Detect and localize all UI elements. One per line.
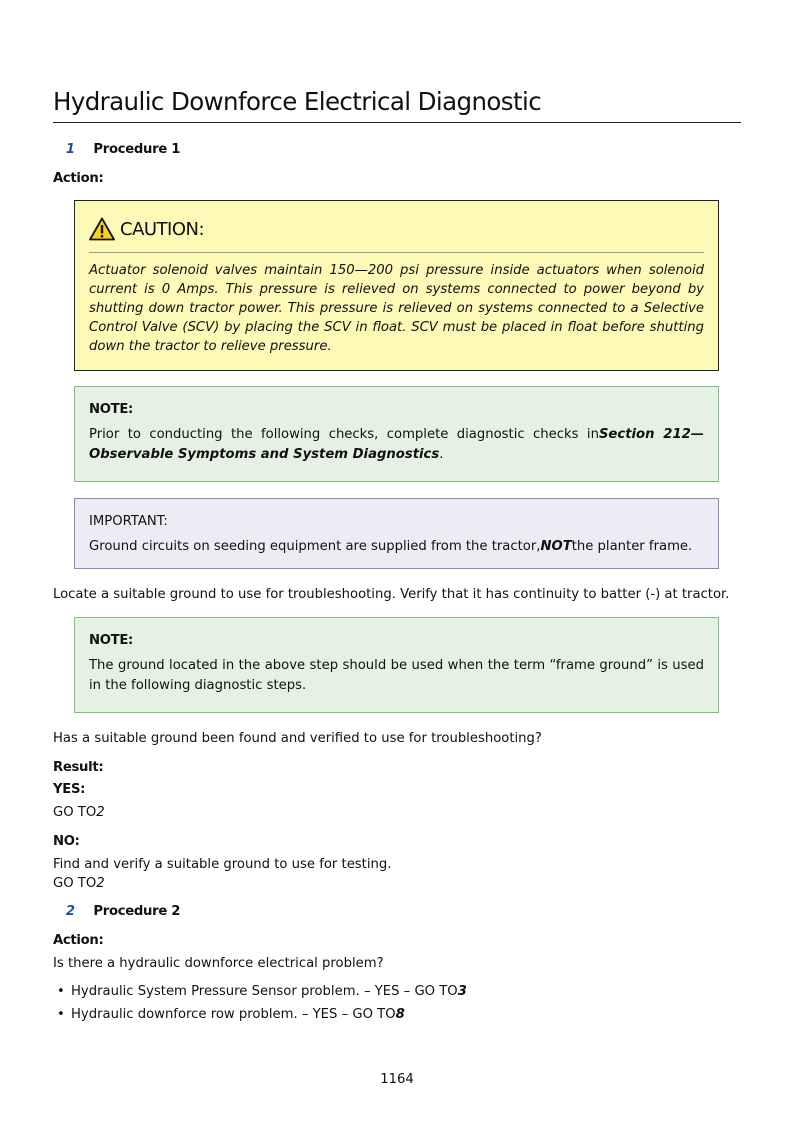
procedure-2-heading (53, 902, 180, 921)
note-2-body: The ground located in the above step should be used when the term “frame ground” is used in the following diagnostic steps. (89, 658, 704, 693)
yes-label: YES: (53, 782, 86, 797)
important-emphasis: NOT (540, 539, 572, 554)
caution-box (74, 200, 719, 371)
important-box (74, 498, 719, 569)
page-number: 1164 (380, 1072, 414, 1087)
yes-goto-target-link[interactable]: 2 (96, 805, 105, 820)
no-goto-target-link[interactable]: 2 (96, 876, 105, 891)
procedure-2-question: Is there a hydraulic downforce electrical problem? (53, 956, 384, 971)
procedure-2-label: Procedure 2 (93, 904, 181, 919)
goto-target-link[interactable]: 8 (395, 1007, 405, 1022)
option-text: Hydraulic System Pressure Sensor problem. – YES – GO TO (71, 984, 458, 999)
section-212-reference: Section 212—Observable Symptoms and System Diagnostics (89, 427, 704, 462)
page-title: Hydraulic Downforce Electrical Diagnostic (53, 86, 741, 123)
important-body (89, 537, 704, 556)
list-item[interactable] (53, 1005, 741, 1024)
no-text: Find and verify a suitable ground to use for testing. (53, 857, 392, 872)
procedure-1-heading (53, 140, 180, 159)
result-label: Result: (53, 760, 104, 775)
warning-triangle-icon (89, 217, 115, 241)
procedure-2-options (53, 982, 741, 1028)
procedure-2-action-label: Action: (53, 933, 104, 948)
procedure-2-number: 2 (65, 904, 75, 919)
list-item[interactable] (53, 982, 741, 1001)
no-goto-prefix: GO TO (53, 876, 97, 891)
option-text: Hydraulic downforce row problem. – YES – GO TO (71, 1007, 396, 1022)
caution-heading: CAUTION: (120, 218, 205, 240)
procedure-1-number: 1 (65, 142, 75, 157)
procedure-1-question: Has a suitable ground been found and verified to use for troubleshooting? (53, 731, 542, 746)
important-body-text: Ground circuits on seeding equipment are supplied from the tractor, (89, 539, 541, 554)
procedure-1-label: Procedure 1 (93, 142, 181, 157)
note-box-2 (74, 617, 719, 713)
no-label: NO: (53, 834, 80, 849)
note-1-body-text: Prior to conducting the following checks, complete diagnostic checks in (89, 427, 599, 442)
note-1-body (89, 425, 704, 464)
procedure-1-action-label: Action: (53, 171, 104, 186)
yes-goto-prefix: GO TO (53, 805, 97, 820)
note-box-1 (74, 386, 719, 482)
yes-goto[interactable] (53, 803, 105, 822)
goto-target-link[interactable]: 3 (457, 984, 467, 999)
important-heading: IMPORTANT: (89, 514, 168, 529)
note-1-body-end: . (439, 446, 444, 462)
no-goto[interactable] (53, 874, 105, 893)
important-body-end: the planter frame. (571, 539, 693, 554)
locate-ground-text: Locate a suitable ground to use for troubleshooting. Verify that it has continuity to batter (-) at tractor. (53, 587, 730, 602)
note-2-heading: NOTE: (89, 633, 134, 648)
caution-header (89, 215, 704, 253)
note-1-heading: NOTE: (89, 402, 134, 417)
caution-body: Actuator solenoid valves maintain 150—200 psi pressure inside actuators when solenoid current is 0 Amps. This pressure is relieved on systems connected to power beyond by shutting down tractor power. This pressure is relieved on systems connected to a Selective Control Valve (SCV) by placing the SCV in float. SCV must be placed in float before shutting down the tractor to relieve pressure. (89, 263, 704, 354)
